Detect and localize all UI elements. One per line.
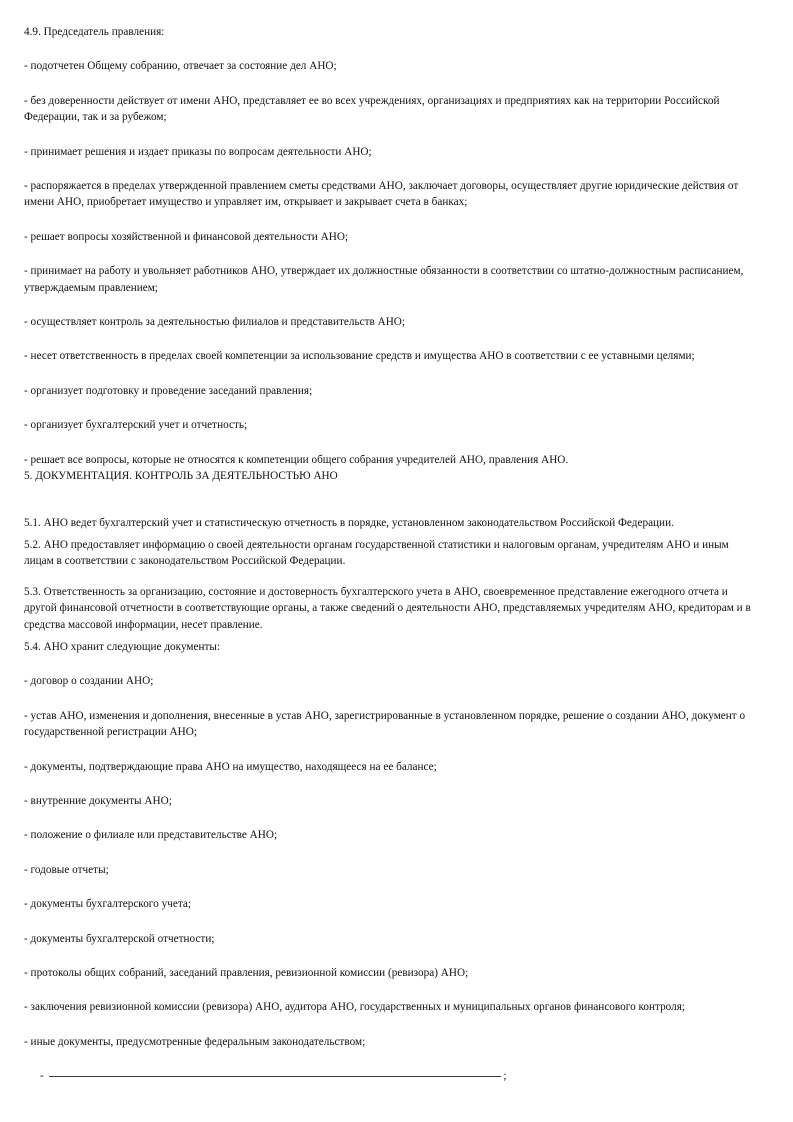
list-item: - подотчетен Общему собранию, отвечает за состояние дел АНО; <box>24 60 337 73</box>
fill-in-blank-row[interactable] <box>24 1068 756 1085</box>
document-body <box>24 24 756 1085</box>
list-item: - распоряжается в пределах утвержденной правлением сметы средствами АНО, заключает договоры, осуществляет другие юридические действия от имени АНО, приобретает имущество и управляет им, открывает и закрывает счета в банках; <box>24 180 739 209</box>
list-item: - принимает на работу и увольняет работников АНО, утверждает их должностные обязанности в соответствии со штатно-должностным расписанием, утверждаемым правлением; <box>24 265 744 294</box>
list-item: - принимает решения и издает приказы по вопросам деятельности АНО; <box>24 145 372 158</box>
list-item: - положение о филиале или представительстве АНО; <box>24 829 278 842</box>
clause-5-1: 5.1. АНО ведет бухгалтерский учет и статистическую отчетность в порядке, установленном законодательством Российской Федерации. <box>24 516 674 529</box>
list-item: - решает все вопросы, которые не относятся к компетенции общего собрания учредителей АНО, правления АНО. <box>24 453 569 466</box>
list-item: - организует подготовку и проведение заседаний правления; <box>24 384 313 397</box>
list-item: - годовые отчеты; <box>24 863 109 876</box>
list-item: - иные документы, предусмотренные федеральным законодательством; <box>24 1035 366 1048</box>
list-item: - устав АНО, изменения и дополнения, внесенные в устав АНО, зарегистрированные в установленном порядке, решение о создании АНО, документ о государственной регистрации АНО; <box>24 709 746 739</box>
clause-5-2: 5.2. АНО предоставляет информацию о своей деятельности органам государственной статистики и налоговым органам, учредителям АНО и иным лицам в соответствии с законодательством Российской Федерации. <box>24 538 729 568</box>
list-item: - внутренние документы АНО; <box>24 794 172 807</box>
list-item: - организует бухгалтерский учет и отчетность; <box>24 419 248 432</box>
list-item: - осуществляет контроль за деятельностью филиалов и представительств АНО; <box>24 316 406 329</box>
list-item: - документы, подтверждающие права АНО на имущество, находящееся на ее балансе; <box>24 760 437 773</box>
list-item: - документы бухгалтерского учета; <box>24 898 191 911</box>
list-item: - договор о создании АНО; <box>24 675 154 688</box>
clause-heading-4-9: 4.9. Председатель правления: <box>24 26 165 38</box>
fill-in-blank-rule[interactable] <box>49 1076 501 1077</box>
section-heading-5: 5. ДОКУМЕНТАЦИЯ. КОНТРОЛЬ ЗА ДЕЯТЕЛЬНОСТЬЮ АНО <box>24 470 338 483</box>
list-item: - документы бухгалтерской отчетности; <box>24 932 215 945</box>
list-item: - без доверенности действует от имени АНО, представляет ее во всех учреждениях, организациях и предприятиях как на территории Российской Федерации, так и за рубежом; <box>24 94 720 124</box>
list-item: - решает вопросы хозяйственной и финансовой деятельности АНО; <box>24 230 349 243</box>
clause-5-3: 5.3. Ответственность за организацию, состояние и достоверность бухгалтерского учета в АНО, своевременное представление ежегодного отчета и другой финансовой отчетности в соответствующие органы, а также сведений о деятельности АНО, представляемых учредителям АНО, кредиторам и в средства массовой информации, несет правление. <box>24 585 751 631</box>
list-bullet-dash: - <box>40 1070 44 1083</box>
list-item: - заключения ревизионной комиссии (ревизора) АНО, аудитора АНО, государственных и муниципальных органов финансового контроля; <box>24 1001 686 1014</box>
fill-in-blank-terminator: ; <box>503 1070 507 1083</box>
list-item: - протоколы общих собраний, заседаний правления, ревизионной комиссии (ревизора) АНО; <box>24 967 469 979</box>
list-item: - несет ответственность в пределах своей компетенции за использование средств и имущества АНО в соответствии с ее уставными целями; <box>24 350 695 363</box>
clause-5-4: 5.4. АНО хранит следующие документы: <box>24 640 221 653</box>
